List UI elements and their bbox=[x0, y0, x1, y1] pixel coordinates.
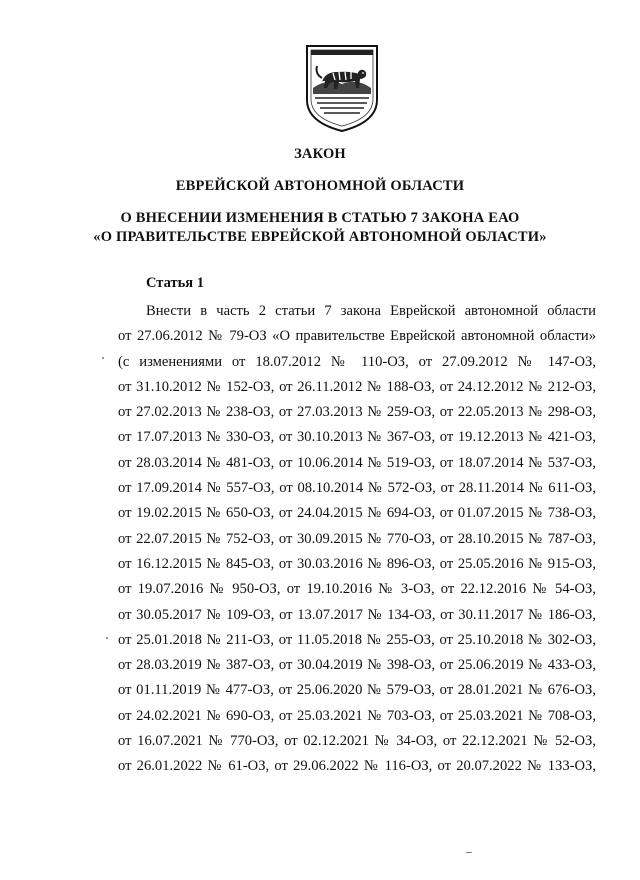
article-body bbox=[118, 299, 596, 780]
region-title: ЕВРЕЙСКОЙ АВТОНОМНОЙ ОБЛАСТИ bbox=[175, 178, 465, 194]
article-heading: Статья 1 bbox=[146, 275, 204, 291]
body-line: от 19.02.2015 № 650-ОЗ, от 24.04.2015 № 694-ОЗ, от 01.07.2015 № 738-ОЗ, bbox=[118, 505, 596, 522]
body-line: от 28.03.2014 № 481-ОЗ, от 10.06.2014 № 519-ОЗ, от 18.07.2014 № 537-ОЗ, bbox=[118, 454, 596, 471]
body-line: от 19.07.2016 № 950-ОЗ, от 19.10.2016 № 3-ОЗ, от 22.12.2016 № 54-ОЗ, bbox=[118, 581, 596, 598]
subject-line-1: О ВНЕСЕНИИ ИЗМЕНЕНИЯ В СТАТЬЮ 7 ЗАКОНА ЕАО bbox=[120, 210, 520, 226]
body-line: от 25.01.2018 № 211-ОЗ, от 11.05.2018 № 255-ОЗ, от 25.10.2018 № 302-ОЗ, bbox=[118, 631, 596, 648]
body-line: (с изменениями от 18.07.2012 № 110-ОЗ, от 27.09.2012 № 147-ОЗ, bbox=[118, 353, 596, 370]
law-label: ЗАКОН bbox=[294, 146, 346, 162]
scan-speck bbox=[102, 357, 104, 359]
body-line: от 31.10.2012 № 152-ОЗ, от 26.11.2012 № 188-ОЗ, от 24.12.2012 № 212-ОЗ, bbox=[118, 378, 596, 395]
scan-speck bbox=[106, 637, 108, 639]
body-line: от 17.07.2013 № 330-ОЗ, от 30.10.2013 № 367-ОЗ, от 19.12.2013 № 421-ОЗ, bbox=[118, 429, 596, 446]
body-line: от 27.02.2013 № 238-ОЗ, от 27.03.2013 № 259-ОЗ, от 22.05.2013 № 298-ОЗ, bbox=[118, 404, 596, 421]
body-line: от 16.12.2015 № 845-ОЗ, от 30.03.2016 № 896-ОЗ, от 25.05.2016 № 915-ОЗ, bbox=[118, 555, 596, 572]
body-line: от 01.11.2019 № 477-ОЗ, от 25.06.2020 № 579-ОЗ, от 28.01.2021 № 676-ОЗ, bbox=[118, 682, 596, 699]
body-line: от 17.09.2014 № 557-ОЗ, от 08.10.2014 № 572-ОЗ, от 28.11.2014 № 611-ОЗ, bbox=[118, 480, 596, 497]
body-line: от 30.05.2017 № 109-ОЗ, от 13.07.2017 № 134-ОЗ, от 30.11.2017 № 186-ОЗ, bbox=[118, 606, 596, 623]
coat-of-arms-tiger-icon bbox=[303, 42, 381, 134]
body-line: от 16.07.2021 № 770-ОЗ, от 02.12.2021 № 34-ОЗ, от 22.12.2021 № 52-ОЗ, bbox=[118, 733, 596, 750]
body-line: от 22.07.2015 № 752-ОЗ, от 30.09.2015 № 770-ОЗ, от 28.10.2015 № 787-ОЗ, bbox=[118, 530, 596, 547]
subject-line-2: «О ПРАВИТЕЛЬСТВЕ ЕВРЕЙСКОЙ АВТОНОМНОЙ ОБЛАСТИ» bbox=[93, 229, 547, 245]
scan-speck bbox=[466, 852, 472, 853]
body-line: Внести в часть 2 статьи 7 закона Еврейской автономной области bbox=[146, 303, 596, 319]
body-line: от 27.06.2012 № 79-ОЗ «О правительстве Еврейской автономной области» bbox=[118, 328, 596, 345]
body-line: от 28.03.2019 № 387-ОЗ, от 30.04.2019 № 398-ОЗ, от 25.06.2019 № 433-ОЗ, bbox=[118, 657, 596, 674]
body-line: от 26.01.2022 № 61-ОЗ, от 29.06.2022 № 116-ОЗ, от 20.07.2022 № 133-ОЗ, bbox=[118, 758, 596, 775]
body-line: от 24.02.2021 № 690-ОЗ, от 25.03.2021 № 703-ОЗ, от 25.03.2021 № 708-ОЗ, bbox=[118, 707, 596, 724]
